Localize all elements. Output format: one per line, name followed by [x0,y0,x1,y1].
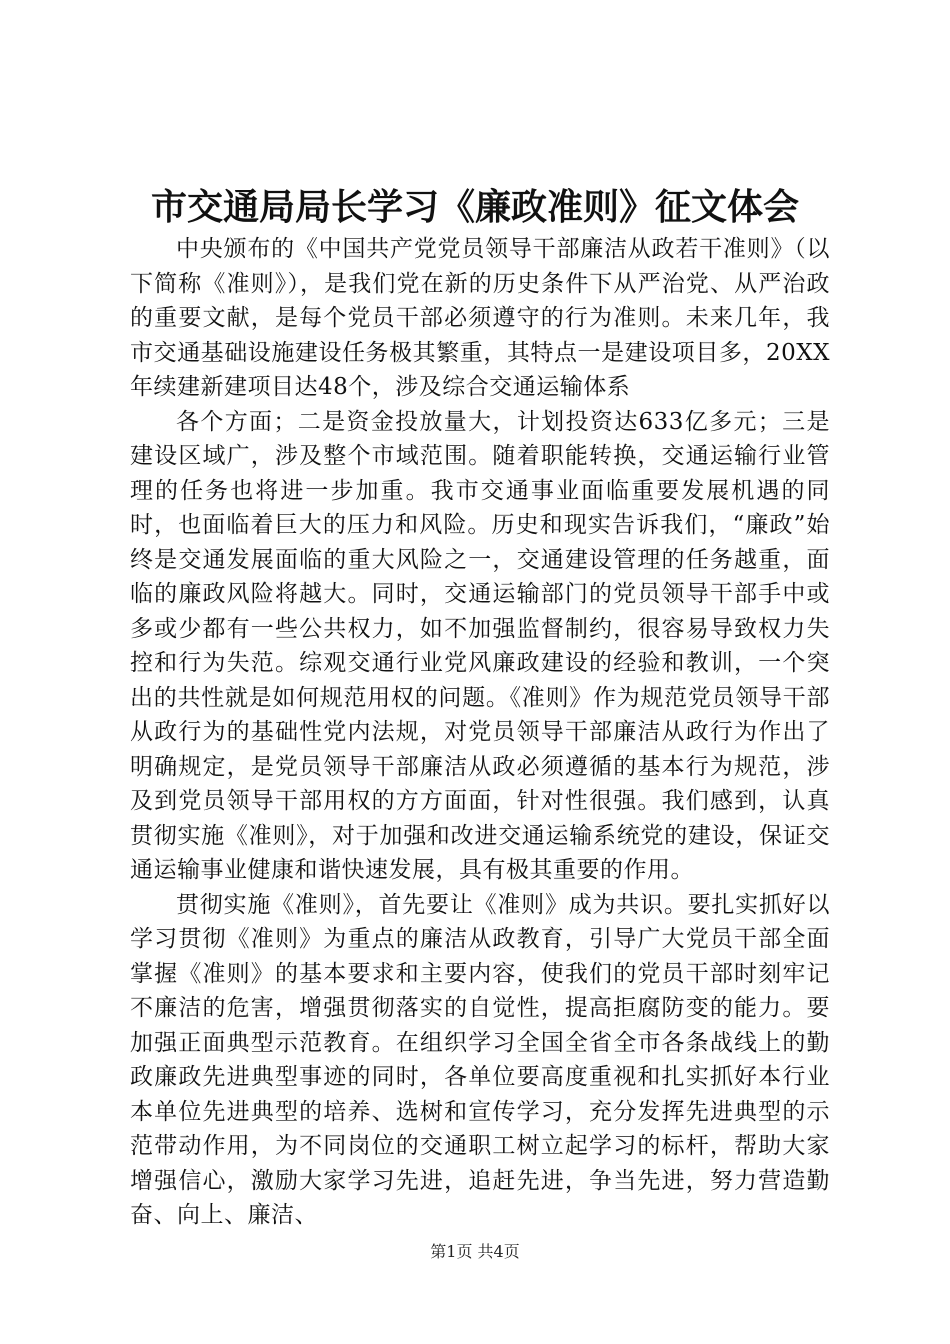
paragraph-3: 贯彻实施《准则》，首先要让《准则》成为共识。要扎实抓好以学习贯彻《准则》为重点的廉洁从政教育，引导广大党员干部全面掌握《准则》的基本要求和主要内容，使我们的党员干部时刻牢记不廉洁的危害，增强贯彻落实的自觉性，提高拒腐防变的能力。要加强正面典型示范教育。在组织学习全国全省全市各条战线上的勤政廉政先进典型事迹的同时，各单位要高度重视和扎实抓好本行业本单位先进典型的培养、选树和宣传学习，充分发挥先进典型的示范带动作用，为不同岗位的交通职工树立起学习的标杆，帮助大家增强信心，激励大家学习先进，追赶先进，争当先进，努力营造勤奋、向上、廉洁、 [130,891,830,1228]
page-number-footer: 第1页 共4页 [430,1242,520,1261]
document-title: 市交通局局长学习《廉政准则》征文体会 [150,187,799,228]
paragraph-2: 各个方面；二是资金投放量大，计划投资达633亿多元；三是建设区域广，涉及整个市域范围。随着职能转换，交通运输行业管理的任务也将进一步加重。我市交通事业面临重要发展机遇的同时，也面临着巨大的压力和风险。历史和现实告诉我们，“廉政”始终是交通发展面临的重大风险之一，交通建设管理的任务越重，面临的廉政风险将越大。同时，交通运输部门的党员领导干部手中或多或少都有一些公共权力，如不加强监督制约，很容易导致权力失控和行为失范。综观交通行业党风廉政建设的经验和教训，一个突出的共性就是如何规范用权的问题。《准则》作为规范党员领导干部从政行为的基础性党内法规，对党员领导干部廉洁从政行为作出了明确规定，是党员领导干部廉洁从政必须遵循的基本行为规范，涉及到党员领导干部用权的方方面面，针对性很强。我们感到，认真贯彻实施《准则》，对于加强和改进交通运输系统党的建设，保证交通运输事业健康和谐快速发展，具有极其重要的作用。 [130,408,830,883]
document-body [130,232,830,1233]
paragraph-1: 中央颁布的《中国共产党党员领导干部廉洁从政若干准则》（以下简称《准则》），是我们党在新的历史条件下从严治党、从严治政的重要文献，是每个党员干部必须遵守的行为准则。未来几年，我市交通基础设施建设任务极其繁重，其特点一是建设项目多，20XX年续建新建项目达48个，涉及综合交通运输体系 [130,236,830,400]
